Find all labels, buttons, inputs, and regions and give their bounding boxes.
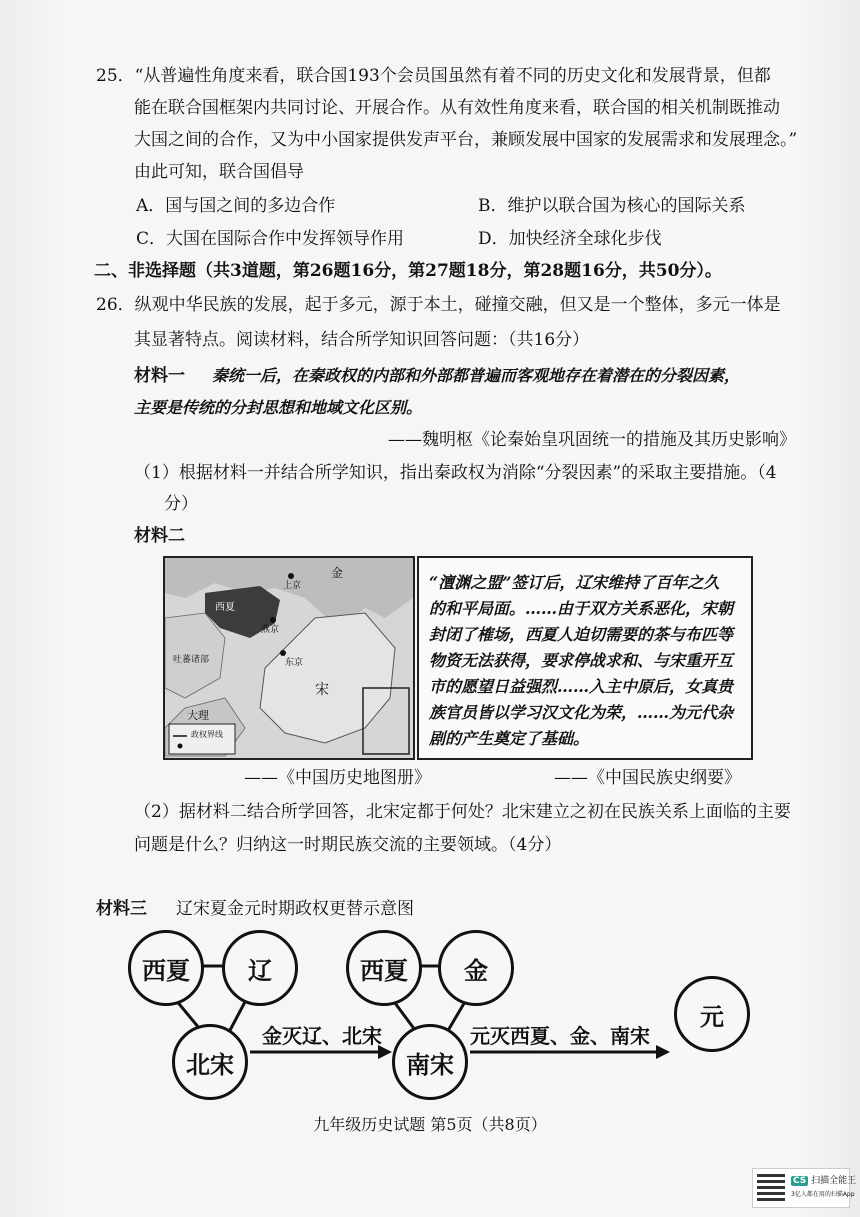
q25-option-c: C．大国在国际合作中发挥领导作用	[136, 229, 405, 249]
scanner-app-name	[791, 1173, 856, 1186]
map-label-shangjing: 上京	[283, 581, 302, 591]
map-label-jin: 金	[331, 566, 344, 580]
q25-line4: 由此可知，联合国倡导	[134, 162, 304, 182]
material2-label: 材料二	[134, 526, 185, 546]
q26-line1: 26．纵观中华民族的发展，起于多元，源于本土，碰撞交融，但又是一个整体，多元一体是	[96, 295, 781, 315]
q25-option-a: A．国与国之间的多边合作	[136, 196, 336, 216]
q25-option-d: D．加快经济全球化步伐	[478, 229, 662, 249]
map-legend-boundary: 政权界线	[191, 730, 223, 739]
box-line-6: 族官员皆以学习汉文化为荣，……为元代杂	[429, 703, 734, 722]
node-nansong: 南宋	[392, 1024, 468, 1100]
map-label-dali: 大理	[187, 709, 209, 722]
box-line-1: “澶渊之盟”签订后，辽宋维持了百年之久	[429, 573, 720, 592]
material3-label: 材料三	[96, 899, 147, 919]
map-label-song: 宋	[315, 682, 329, 698]
cs-logo-icon: CS	[793, 1176, 807, 1186]
node-xixia-1: 西夏	[128, 930, 204, 1006]
node-xixia-2: 西夏	[346, 930, 422, 1006]
scanner-app-title: 扫描全能王	[811, 1176, 857, 1186]
q25-line2: 能在联合国框架内共同讨论、开展合作。从有效性角度来看，联合国的相关机制既推动	[134, 98, 780, 118]
qr-code-icon	[757, 1173, 785, 1201]
scanner-badge	[752, 1168, 857, 1208]
material1-source: ——魏明枢《论秦始皇巩固统一的措施及其历史影响》	[388, 430, 796, 450]
map-label-dongjing: 东京	[285, 658, 304, 668]
map-label-yanjing: 燕京	[261, 625, 280, 635]
material3-title: 辽宋夏金元时期政权更替示意图	[176, 899, 414, 919]
node-beisong: 北宋	[172, 1024, 248, 1100]
map-label-tubo: 吐蕃诸部	[173, 655, 210, 665]
subq1-line2: 分）	[164, 494, 198, 514]
arrow-label-1: 金灭辽、北宋	[262, 1024, 382, 1048]
subq2-line2: 问题是什么？归纳这一时期民族交流的主要领域。（4分）	[134, 835, 562, 855]
node-liao: 辽	[222, 930, 298, 1006]
q25-line3: 大国之间的合作，又为中小国家提供发声平台，兼顾发展中国家的发展需求和发展理念。”	[134, 130, 798, 150]
box-line-2: 的和平局面。……由于双方关系恶化，宋朝	[429, 599, 734, 618]
scanner-app-sub: 3亿人都在用的扫描App	[791, 1191, 855, 1198]
node-jin: 金	[438, 930, 514, 1006]
box-source: ——《中国民族史纲要》	[554, 768, 741, 788]
arrow-label-2: 元灭西夏、金、南宋	[470, 1024, 650, 1048]
box-line-7: 剧的产生奠定了基础。	[429, 729, 590, 748]
box-line-5: 市的愿望日益强烈……入主中原后，女真贵	[429, 677, 734, 696]
node-yuan: 元	[674, 976, 750, 1052]
section-heading: 二、非选择题（共3道题，第26题16分，第27题18分，第28题16分，共50分）。	[94, 261, 722, 281]
q25-option-b: B．维护以联合国为核心的国际关系	[478, 196, 746, 216]
map-source: ——《中国历史地图册》	[244, 768, 431, 788]
subq2-line1: （2）据材料二结合所学回答，北宋定都于何处？北宋建立之初在民族关系上面临的主要	[134, 802, 791, 822]
subq1-line1: （1）根据材料一并结合所学知识，指出秦政权为消除“分裂因素”的采取主要措施。（4	[134, 463, 777, 483]
box-line-4: 物资无法获得，要求停战求和、与宋重开互	[429, 651, 734, 670]
material1-line2: 主要是传统的分封思想和地域文化区别。	[134, 398, 423, 417]
box-line-3: 封闭了榷场，西夏人迫切需要的茶与布匹等	[429, 625, 734, 644]
material1-line1: 秦统一后，在秦政权的内部和外部都普遍而客观地存在着潜在的分裂因素，	[212, 366, 741, 385]
page-footer: 九年级历史试题 第5页（共8页）	[313, 1115, 547, 1134]
map-label-xixia: 西夏	[215, 602, 235, 613]
q26-line2: 其显著特点。阅读材料，结合所学知识回答问题：（共16分）	[134, 330, 590, 350]
material1-label: 材料一	[134, 366, 185, 386]
q25-line1: 25．“从普遍性角度来看，联合国193个会员国虽然有着不同的历史文化和发展背景，但都	[96, 66, 771, 86]
